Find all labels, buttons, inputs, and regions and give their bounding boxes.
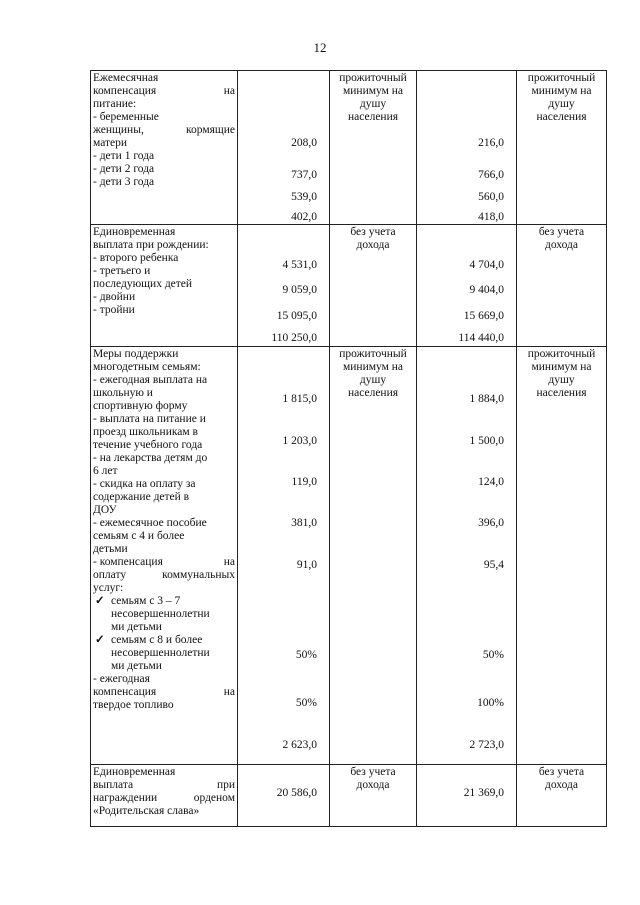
label-word: женщины, — [93, 124, 144, 136]
label-word: орденом — [193, 792, 235, 804]
amount-2022: 2 723,0 — [469, 739, 504, 751]
label-line: Меры поддержки — [93, 348, 179, 360]
label-line: ✓ семьям с 3 – 7 — [93, 595, 235, 608]
note-line: дохода — [544, 239, 578, 251]
label-line: питание: — [93, 98, 137, 110]
note-line: душу — [359, 98, 387, 110]
label-line: Единовременная — [93, 226, 176, 238]
table-row — [91, 765, 607, 827]
label-line: - ежемесячное пособие — [93, 517, 207, 529]
justified-line — [93, 85, 235, 98]
amount-2022: 4 704,0 — [469, 259, 504, 271]
condition-cell-2022 — [517, 765, 607, 827]
value-cell-2022 — [417, 71, 517, 225]
note-line: минимум на — [531, 361, 592, 373]
label-line: семьям с 4 и более — [93, 530, 185, 542]
label-line: - двойни — [93, 291, 136, 303]
note-line: дохода — [356, 779, 390, 791]
note-line: дохода — [544, 779, 578, 791]
label-line: - тройни — [93, 304, 135, 316]
condition-cell-2021 — [330, 347, 417, 765]
amount-2022: 50% — [482, 649, 504, 661]
label-line: - ежегодная выплата на — [93, 374, 208, 386]
amount-2022: 1 884,0 — [469, 393, 504, 405]
label-line: Ежемесячная — [93, 72, 159, 84]
note-line: душу — [548, 374, 575, 386]
value-cell-2021 — [238, 71, 330, 225]
value-cell-2022 — [417, 225, 517, 347]
note-line: без учета — [350, 766, 396, 778]
label-line: детьми — [93, 543, 128, 555]
label-line: твердое топливо — [93, 699, 174, 711]
note-line: населения — [347, 111, 399, 123]
amount-2021: 539,0 — [291, 191, 317, 203]
note-line: прожиточный — [527, 348, 596, 360]
note-line: минимум на — [342, 361, 404, 373]
benefit-label-cell — [91, 225, 238, 347]
label-line: - скидка на оплату за — [93, 478, 196, 490]
amount-2022: 15 669,0 — [463, 310, 504, 322]
label-line: - дети 1 года — [93, 150, 155, 162]
label-line: - дети 2 года — [93, 163, 155, 175]
justified-line — [93, 686, 235, 699]
amount-2022: 95,4 — [483, 559, 504, 571]
amount-2022: 766,0 — [478, 169, 504, 181]
note-line: душу — [359, 374, 387, 386]
label-line: течение учебного года — [93, 439, 203, 451]
amount-2022: 1 500,0 — [469, 435, 504, 447]
justified-line — [93, 569, 235, 582]
label-line: - дети 3 года — [93, 176, 155, 188]
condition-cell-2021 — [330, 765, 417, 827]
label-line: многодетным семьям: — [93, 361, 201, 373]
benefits-table — [90, 70, 607, 827]
amount-2021: 119,0 — [291, 476, 317, 488]
condition-cell-2022 — [517, 347, 607, 765]
condition-cell-2022 — [517, 225, 607, 347]
amount-2021: 208,0 — [291, 137, 317, 149]
label-word: - компенсация — [93, 556, 163, 568]
label-line: «Родительская слава» — [93, 805, 200, 817]
note-line: минимум на — [342, 85, 404, 97]
label-line: последующих детей — [93, 278, 193, 290]
label-line: несовершеннолетни — [111, 647, 210, 659]
label-word: выплата — [93, 779, 134, 791]
label-line: школьную и — [93, 387, 153, 399]
amount-2021: 9 059,0 — [282, 284, 317, 296]
label-line: выплата при рождении: — [93, 239, 209, 251]
note-line: населения — [347, 387, 399, 399]
label-line: спортивную форму — [93, 400, 188, 412]
value-cell-2021 — [238, 347, 330, 765]
note-line: без учета — [350, 226, 396, 238]
amount-2021: 1 815,0 — [282, 393, 317, 405]
amount-2022: 418,0 — [478, 211, 504, 223]
label-line: ми детьми — [111, 660, 162, 672]
note-line: минимум на — [531, 85, 592, 97]
note-line: без учета — [538, 226, 585, 238]
amount-2022: 396,0 — [478, 517, 504, 529]
benefit-label-cell — [91, 347, 238, 765]
amount-2022: 560,0 — [478, 191, 504, 203]
justified-line — [93, 556, 235, 569]
label-line: несовершеннолетни — [111, 608, 210, 620]
value-cell-2022 — [417, 765, 517, 827]
label-word: кормящие — [185, 124, 235, 136]
condition-cell-2022 — [517, 71, 607, 225]
note-line: душу — [548, 98, 575, 110]
page-number: 12 — [313, 40, 327, 55]
note-line: дохода — [356, 239, 390, 251]
amount-2021: 91,0 — [296, 559, 317, 571]
justified-line — [93, 124, 235, 137]
note-line: прожиточный — [527, 72, 596, 84]
condition-cell-2021 — [330, 71, 417, 225]
label-word: на — [223, 556, 235, 568]
table-row — [91, 347, 607, 765]
label-line: ✓ семьям с 8 и более — [93, 634, 235, 647]
amount-2021: 737,0 — [291, 169, 317, 181]
amount-2021: 381,0 — [291, 517, 317, 529]
justified-line — [93, 779, 235, 792]
value-cell-2021 — [238, 765, 330, 827]
label-line: ми детьми — [111, 621, 162, 633]
label-word: компенсация — [93, 85, 157, 97]
note-line: без учета — [538, 766, 585, 778]
amount-2022: 21 369,0 — [463, 787, 504, 799]
amount-2021: 110 250,0 — [271, 332, 317, 344]
amount-2022: 124,0 — [478, 476, 504, 488]
label-line: услуг: — [93, 582, 124, 594]
label-word: награждении — [93, 792, 158, 804]
amount-2021: 20 586,0 — [276, 787, 317, 799]
amount-2022: 9 404,0 — [469, 284, 504, 296]
amount-2022: 100% — [477, 697, 504, 709]
label-line: - ежегодная — [93, 673, 150, 685]
label-line: матери — [93, 137, 128, 149]
label-word: при — [216, 779, 235, 791]
table-row — [91, 225, 607, 347]
label-line: - третьего и — [93, 265, 151, 277]
label-line: 6 лет — [93, 465, 118, 477]
label-word: на — [223, 686, 235, 698]
value-cell-2021 — [238, 225, 330, 347]
amount-2022: 114 440,0 — [458, 332, 504, 344]
benefit-label-cell — [91, 765, 238, 827]
table-row — [91, 71, 607, 225]
note-line: населения — [536, 111, 587, 123]
label-line: ДОУ — [93, 504, 117, 516]
label-line: - выплата на питание и — [93, 413, 206, 425]
benefit-label-cell — [91, 71, 238, 225]
justified-line — [93, 792, 235, 805]
label-word: компенсация — [93, 686, 157, 698]
amount-2021: 402,0 — [291, 211, 317, 223]
amount-2021: 2 623,0 — [282, 739, 317, 751]
condition-cell-2021 — [330, 225, 417, 347]
value-cell-2022 — [417, 347, 517, 765]
label-line: Единовременная — [93, 766, 176, 778]
label-line: - беременные — [93, 111, 159, 123]
note-line: прожиточный — [339, 348, 407, 360]
note-line: прожиточный — [339, 72, 407, 84]
note-line: населения — [536, 387, 587, 399]
label-word: на — [223, 85, 235, 97]
amount-2021: 50% — [295, 697, 317, 709]
label-word: коммунальных — [162, 569, 235, 581]
amount-2021: 1 203,0 — [282, 435, 317, 447]
label-line: - на лекарства детям до — [93, 452, 208, 464]
amount-2021: 15 095,0 — [276, 310, 317, 322]
amount-2021: 50% — [295, 649, 317, 661]
amount-2022: 216,0 — [478, 137, 504, 149]
amount-2021: 4 531,0 — [282, 259, 317, 271]
label-line: проезд школьникам в — [93, 426, 198, 438]
label-line: - второго ребенка — [93, 252, 179, 264]
label-line: содержание детей в — [93, 491, 190, 503]
label-word: оплату — [93, 569, 127, 581]
